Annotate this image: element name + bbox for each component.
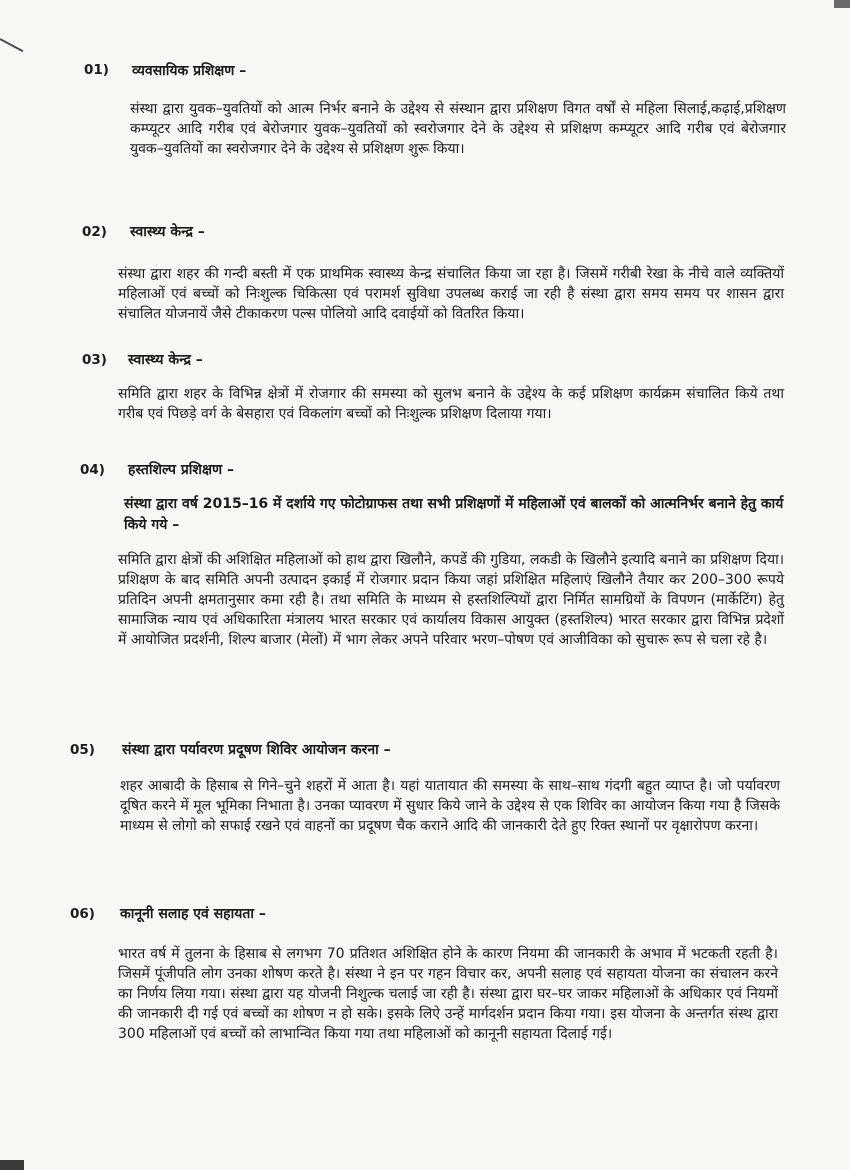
section-paragraph: संस्था द्वारा शहर की गन्दी बस्ती में एक प्राथमिक स्वास्थ्य केन्द्र संचालित किया जा रहा है। जिसमें गरीबी रेखा के नीचे वाले व्यक्तियों महिलाओं एवं बच्चों को निःशुल्क चिकित्सा एवं परामर्श सुविधा उपलब्ध कराई जा रही है संस्था द्वारा समय समय पर शासन द्वारा संचालित योजनायें जैसे टीकाकरण पल्स पोलियो आदि दवाईयों को वितरित किया। [118, 266, 784, 322]
scan-bottom-mark [0, 1160, 24, 1170]
section-heading: कानूनी सलाह एवं सहायता – [120, 906, 266, 922]
section-paragraph: समिति द्वारा क्षेत्रों की अशिक्षित महिलाओं को हाथ द्वारा खिलौने, कपडें की गुडिया, लकडी के खिलौने इत्यादि बनाने का प्रशिक्षण दिया। प्रशिक्षण के बाद समिति अपनी उत्पादन इकाई में रोजगार प्रदान किया जहां प्रशिक्षित महिलाएं खिलौने तैयार कर 200–300 रूपये प्रतिदिन अपनी क्षमतानुसार कमा रही है। तथा समिति के माध्यम से हस्तशिल्पियों द्वारा निर्मित सामग्रियों के विपणन (मार्केटिंग) हेतु सामाजिक न्याय एवं अधिकारिता मंत्रालय भारत सरकार एवं कार्यालय विकास आयुक्त (हस्तशिल्प) भारत सरकार द्वारा विभिन्न प्रदेशों में आयोजित प्रदर्शनी, शिल्प बाजार (मेलों) में भाग लेकर अपने परिवार भरण–पोषण एवं आजीविका को सुचारू रूप से चला रहे है। [118, 552, 784, 648]
section-paragraph: शहर आबादी के हिसाब से गिने–चुने शहरों में आता है। यहां यातायात की समस्या के साथ–साथ गंदगी बहुत व्याप्त है। जो पर्यावरण दूषित करने में मूल भूमिका निभाता है। उनका प्यावरण में सुधार किये जाने के उद्देश्य से एक शिविर का आयोजन किया गया है जिसके माध्यम से लोगो को सफाई रखने एवं वाहनों का प्रदूषण चैक कराने आदि की जानकारी देते हुए रिक्त स्थानों पर वृक्षारोपण करना। [120, 778, 780, 834]
scan-mark [0, 38, 23, 52]
section-heading: व्यवसायिक प्रशिक्षण – [132, 63, 247, 79]
section-heading: स्वास्थ्य केन्द्र – [128, 352, 203, 368]
section-paragraph: भारत वर्ष में तुलना के हिसाब से लगभग 70 प्रतिशत अशिक्षित होने के कारण नियमा की जानकारी के अभाव में भटकती रहती है। जिसमें पूंजीपति लोग उनका शोषण करते है। संस्था ने इन पर गहन विचार कर, अपनी सलाह एवं सहायता योजना का संचालन करने का निर्णय लिया गया। संस्था द्वारा यह योजनी निशुल्क चलाई जा रही है। संस्था द्वारा घर–घर जाकर महिलाओं के अधिकार एवं नियमों की जानकारी दी गई एवं बच्चों का शोषण न हो सके। इसके लिऐ उन्हें मार्गदर्शन प्रदान किया गया। इस योजना के अन्तर्गत संस्थ द्वारा 300 महिलाओं एवं बच्चों को लाभान्वित किया गया तथा महिलाओं को कानूनी सहायता दिलाई गई। [118, 946, 778, 1042]
section-heading: संस्था द्वारा पर्यावरण प्रदूषण शिविर आयोजन करना – [122, 742, 391, 758]
section-number: 04) [80, 462, 105, 478]
section-number: 02) [82, 224, 107, 240]
section-subheading: संस्था द्वारा वर्ष 2015–16 में दर्शाये गए फोटोग्राफस तथा सभी प्रशिक्षणों में महिलाओं एवं बालकों को आत्मनिर्भर बनाने हेतु कार्य किये गये – [124, 496, 784, 533]
section-heading: हस्तशिल्प प्रशिक्षण – [128, 462, 234, 478]
section-paragraph: समिति द्वारा शहर के विभिन्न क्षेत्रों में रोजगार की समस्या को सुलभ बनाने के उद्देश्य के कई प्रशिक्षण कार्यक्रम संचालित किये तथा गरीब एवं पिछड़े वर्ग के बेसहारा एवं विकलांग बच्चों को निःशुल्क प्रशिक्षण दिलाया गया। [118, 386, 784, 422]
section-heading: स्वास्थ्य केन्द्र – [130, 224, 205, 240]
section-paragraph: संस्था द्वारा युवक–युवतियों को आत्म निर्भर बनाने के उद्देश्य से संस्थान द्वारा प्रशिक्षण विगत वर्षों से महिला सिलाई,कढ़ाई,प्रशिक्षण कम्प्यूटर आदि गरीब एवं बेरोजगार युवक–युवतियों को स्वरोजगार देने के उद्देश्य से प्रशिक्षण कम्प्यूटर आदि गरीब एवं बेरोजगार युवक–युवतियों का स्वरोजगार देने के उद्देश्य से प्रशिक्षण शुरू किया। [130, 101, 786, 157]
section-number: 03) [82, 352, 107, 368]
section-number: 01) [84, 62, 109, 78]
scan-corner-mark [834, 0, 850, 8]
section-number: 06) [70, 906, 95, 922]
section-number: 05) [70, 742, 95, 758]
